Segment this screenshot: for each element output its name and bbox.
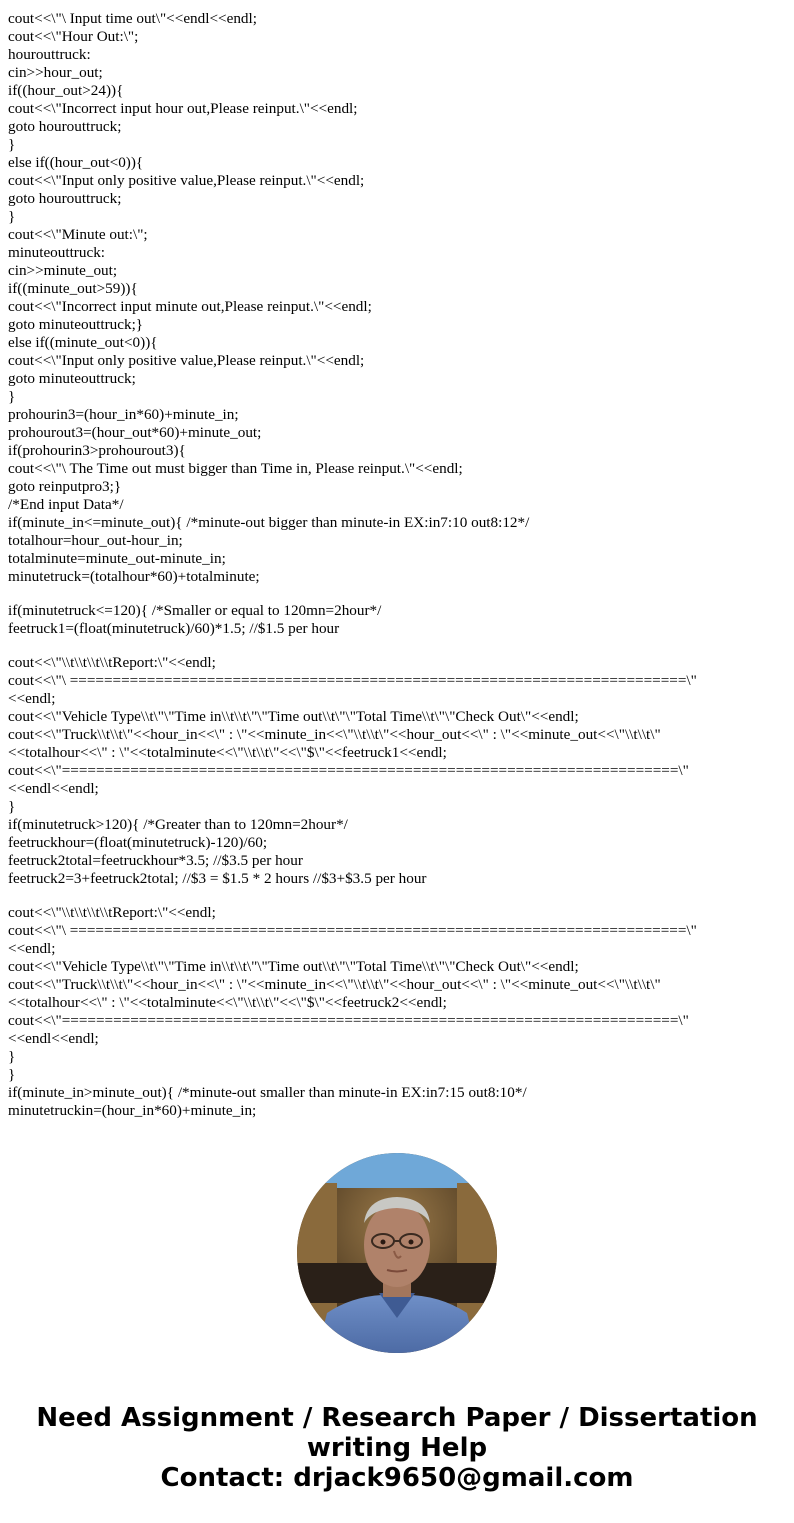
code-line: cout<<\"========================================================================\" [8,1012,689,1029]
code-line: cout<<\"Truck\\t\\t\"<<hour_in<<\" : \"<<minute_in<<\"\\t\\t\"<<hour_out<<\" : \"<<minute_out<<\"\\t\\t\" [8,726,661,743]
code-line: if(minutetruck>120){ /*Greater than to 120mn=2hour*/ [8,816,348,833]
code-line [8,888,788,904]
promo-line-2: writing Help [306,1433,488,1463]
code-line: } [8,1048,16,1065]
code-line: } [8,1066,16,1083]
code-line: goto minuteouttruck;} [8,316,144,333]
code-line: prohourin3=(hour_in*60)+minute_in; [8,406,239,423]
code-line: if(minute_in<=minute_out){ /*minute-out bigger than minute-in EX:in7:10 out8:12*/ [8,514,530,531]
code-line: cout<<\"Incorrect input minute out,Please reinput.\"<<endl; [8,298,372,315]
promo-banner [0,1403,794,1493]
code-line: } [8,388,16,405]
code-line: goto minuteouttruck; [8,370,136,387]
code-line: <<totalhour<<\" : \"<<totalminute<<\"\\t\\t\"<<\"$\"<<feetruck2<<endl; [8,994,447,1011]
code-line: feetruck1=(float(minutetruck)/60)*1.5; //$1.5 per hour [8,620,340,637]
code-line: <<endl; [8,690,56,707]
code-line: goto reinputpro3;} [8,478,122,495]
code-line: cout<<\"Vehicle Type\\t\"\"Time in\\t\\t\"\"Time out\\t\"\"Total Time\\t\"\"Check Out\"<<endl; [8,708,579,725]
code-line: <<endl<<endl; [8,780,99,797]
code-line: <<totalhour<<\" : \"<<totalminute<<\"\\t\\t\"<<\"$\"<<feetruck1<<endl; [8,744,447,761]
code-line: totalminute=minute_out-minute_in; [8,550,226,567]
code-line: if(minute_in>minute_out){ /*minute-out smaller than minute-in EX:in7:15 out8:10*/ [8,1084,527,1101]
code-line: if(minutetruck<=120){ /*Smaller or equal to 120mn=2hour*/ [8,602,382,619]
code-line: cout<<\"Input only positive value,Please reinput.\"<<endl; [8,352,365,369]
code-line: cin>>minute_out; [8,262,118,279]
code-line: minuteouttruck: [8,244,106,261]
code-line: cout<<\"Incorrect input hour out,Please reinput.\"<<endl; [8,100,358,117]
code-line: cout<<\"\ Input time out\"<<endl<<endl; [8,10,257,27]
code-line [8,586,788,602]
code-line: else if((minute_out<0)){ [8,334,158,351]
code-line: cout<<\"\ ========================================================================\" [8,922,697,939]
code-line: cout<<\"========================================================================\" [8,762,689,779]
portrait-image [297,1153,497,1353]
code-line: goto hourouttruck; [8,118,122,135]
code-line: <<endl<<endl; [8,1030,99,1047]
code-line: cout<<\"Vehicle Type\\t\"\"Time in\\t\\t\"\"Time out\\t\"\"Total Time\\t\"\"Check Out\"<<endl; [8,958,579,975]
code-line: if((minute_out>59)){ [8,280,138,297]
promo-line-1: Need Assignment / Research Paper / Dissertation [36,1403,758,1433]
code-line: cout<<\"Input only positive value,Please reinput.\"<<endl; [8,172,365,189]
code-line: cout<<\"Hour Out:\"; [8,28,139,45]
code-line: feetruck2total=feetruckhour*3.5; //$3.5 per hour [8,852,303,869]
code-line: } [8,798,16,815]
contact-line: Contact: drjack9650@gmail.com [160,1463,634,1493]
code-line [8,638,788,654]
code-line: cout<<\"\\t\\t\\t\\tReport:\"<<endl; [8,904,216,921]
code-block [8,10,788,1120]
code-line: /*End input Data*/ [8,496,124,513]
code-line: } [8,208,16,225]
code-line: feetruckhour=(float(minutetruck)-120)/60; [8,834,268,851]
author-photo [297,1153,497,1353]
code-line: feetruck2=3+feetruck2total; //$3 = $1.5 * 2 hours //$3+$3.5 per hour [8,870,427,887]
code-line: prohourout3=(hour_out*60)+minute_out; [8,424,262,441]
code-line: cout<<\"\\t\\t\\t\\tReport:\"<<endl; [8,654,216,671]
code-line: if((hour_out>24)){ [8,82,124,99]
code-line: cout<<\"\ ========================================================================\" [8,672,697,689]
code-line: <<endl; [8,940,56,957]
code-line: hourouttruck: [8,46,91,63]
code-line: } [8,136,16,153]
code-line: minutetruckin=(hour_in*60)+minute_in; [8,1102,257,1119]
code-line: totalhour=hour_out-hour_in; [8,532,183,549]
code-line: cout<<\"Truck\\t\\t\"<<hour_in<<\" : \"<<minute_in<<\"\\t\\t\"<<hour_out<<\" : \"<<minute_out<<\"\\t\\t\" [8,976,661,993]
code-line: else if((hour_out<0)){ [8,154,144,171]
code-line: cout<<\"\ The Time out must bigger than Time in, Please reinput.\"<<endl; [8,460,463,477]
code-line: cout<<\"Minute out:\"; [8,226,148,243]
code-line: if(prohourin3>prohourout3){ [8,442,186,459]
code-line: goto hourouttruck; [8,190,122,207]
code-line: minutetruck=(totalhour*60)+totalminute; [8,568,260,585]
code-line: cin>>hour_out; [8,64,103,81]
